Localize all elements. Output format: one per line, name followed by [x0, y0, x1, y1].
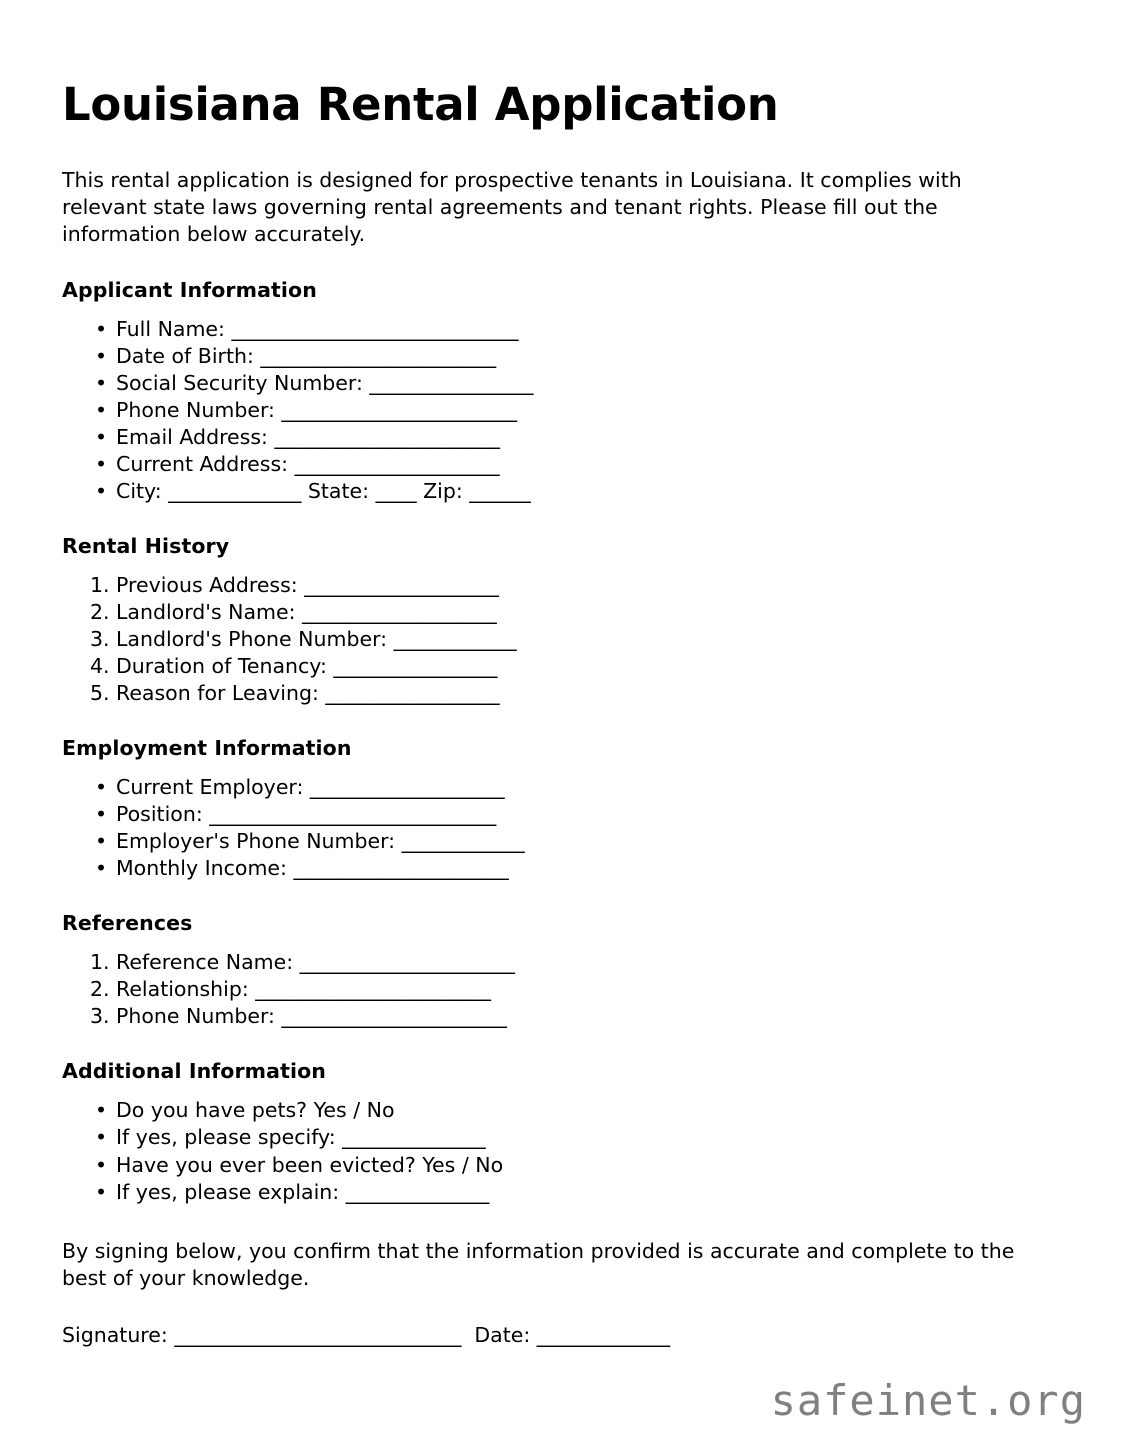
page-title: Louisiana Rental Application	[62, 78, 779, 131]
list-item: Landlord's Phone Number: ____________	[116, 626, 517, 651]
watermark: safeinet.org	[770, 1376, 1086, 1425]
list-item: • Employer's Phone Number: ____________	[62, 828, 1062, 855]
list-item: • Do you have pets? Yes / No	[62, 1097, 1062, 1124]
list-item: • If yes, please specify: ______________	[62, 1124, 1062, 1151]
closing-paragraph: By signing below, you confirm that the information provided is accurate and complete to the best of your knowledge.	[62, 1238, 1015, 1290]
list-item: Phone Number: ______________________	[116, 1004, 507, 1029]
list-item: • Position: ____________________________	[62, 801, 1062, 828]
section-heading-rental-history: Rental History	[62, 533, 230, 558]
section-heading-references: References	[62, 911, 193, 936]
field-list-applicant-information	[62, 316, 1062, 505]
list-item: • Current Employer: ___________________	[62, 774, 1062, 801]
list-item: • If yes, please explain: ______________	[62, 1179, 1062, 1206]
intro-paragraph: This rental application is designed for prospective tenants in Louisiana. It complies with relevant state laws governing rental agreements and tenant rights. Please fill out the information below accurately.	[62, 168, 962, 247]
signature-date-line: Signature: ____________________________ Date: _____________	[62, 1322, 671, 1347]
list-item: Reason for Leaving: _________________	[116, 681, 500, 706]
field-list-rental-history	[62, 572, 1062, 707]
list-item: • City: _____________ State: ____ Zip: ______	[62, 478, 1062, 505]
list-item: Relationship: _______________________	[116, 977, 492, 1002]
list-item: • Social Security Number: ________________	[62, 370, 1062, 397]
section-heading-employment-information: Employment Information	[62, 736, 352, 761]
list-item: Duration of Tenancy: ________________	[116, 654, 498, 678]
section-heading-applicant-information: Applicant Information	[62, 277, 317, 302]
list-item: Previous Address: ___________________	[116, 572, 499, 597]
list-item: Reference Name: _____________________	[116, 950, 515, 975]
field-list-references	[62, 949, 1062, 1030]
list-item: • Full Name: ____________________________	[62, 316, 1062, 343]
section-heading-additional-information: Additional Information	[62, 1059, 326, 1084]
field-list-employment-information	[62, 774, 1062, 882]
list-item: Landlord's Name: ___________________	[116, 599, 497, 624]
list-item: • Have you ever been evicted? Yes / No	[62, 1152, 1062, 1179]
list-item: • Current Address: ____________________	[62, 451, 1062, 478]
list-item: • Phone Number: _______________________	[62, 397, 1062, 424]
field-list-additional-information	[62, 1097, 1062, 1205]
list-item: • Monthly Income: _____________________	[62, 855, 1062, 882]
list-item: • Email Address: ______________________	[62, 424, 1062, 451]
list-item: • Date of Birth: _______________________	[62, 343, 1062, 370]
